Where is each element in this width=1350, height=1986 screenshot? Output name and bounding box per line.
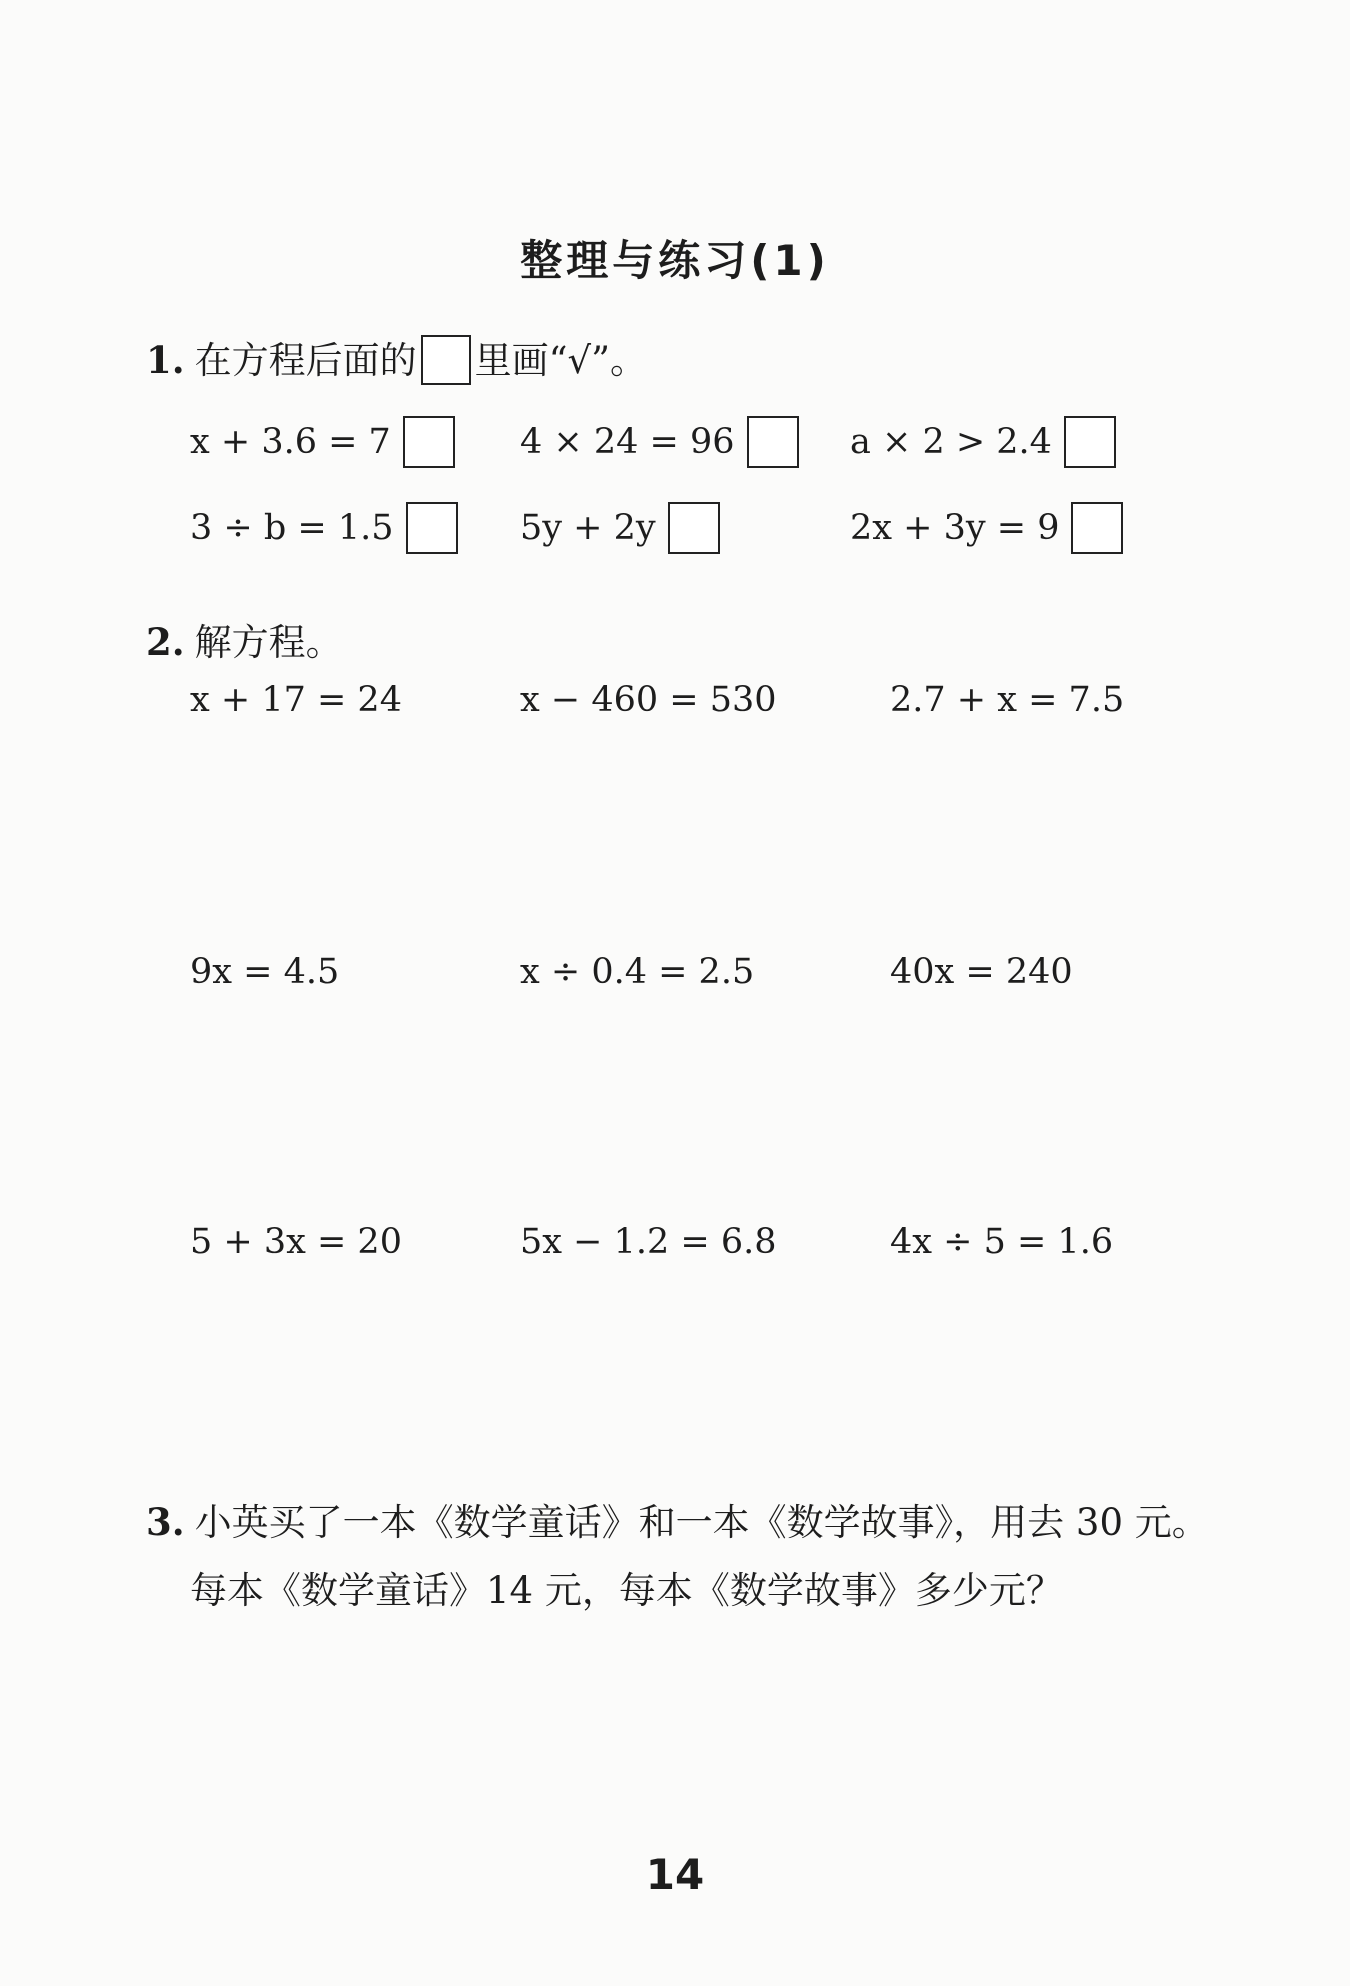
q1-item-2-equation: 4 × 24 = 96 — [520, 422, 735, 462]
question-2-number: 2. — [146, 620, 185, 664]
question-1-text-before: 在方程后面的 — [194, 339, 417, 382]
question-1-number: 1. — [146, 338, 185, 382]
page-title: 整理与练习(1) — [520, 236, 830, 285]
q1-item-4 — [190, 498, 458, 558]
q1-item-2 — [520, 412, 799, 472]
q1-item-3-equation: a × 2 > 2.4 — [850, 422, 1052, 462]
q2-equation-7: 5 + 3x = 20 — [190, 1222, 402, 1262]
q1-item-6 — [850, 498, 1123, 558]
q1-item-1 — [190, 412, 455, 472]
page-number: 14 — [645, 1850, 705, 1899]
q1-item-3-checkbox[interactable] — [1064, 416, 1116, 468]
question-1-text-after: 里画“√”。 — [474, 339, 648, 382]
q2-equation-3: 2.7 + x = 7.5 — [890, 680, 1125, 720]
q2-equation-8: 5x − 1.2 = 6.8 — [520, 1222, 777, 1262]
question-3-line-2: 每本《数学童话》14 元，每本《数学故事》多少元？ — [190, 1569, 1063, 1612]
q1-item-1-equation: x + 3.6 = 7 — [190, 422, 391, 462]
question-3-number: 3. — [146, 1500, 185, 1544]
q2-equation-2: x − 460 = 530 — [520, 680, 777, 720]
q1-item-1-checkbox[interactable] — [403, 416, 455, 468]
q1-item-5 — [520, 498, 720, 558]
q1-item-5-equation: 5y + 2y — [520, 508, 656, 548]
question-1-prompt — [146, 330, 647, 389]
example-checkbox — [421, 335, 471, 385]
question-1-row-2 — [0, 498, 1350, 558]
q2-equation-9: 4x ÷ 5 = 1.6 — [890, 1222, 1114, 1262]
q2-equation-4: 9x = 4.5 — [190, 952, 340, 992]
q2-equation-1: x + 17 = 24 — [190, 680, 402, 720]
q1-item-3 — [850, 412, 1116, 472]
question-1-row-1 — [0, 412, 1350, 472]
q1-item-4-equation: 3 ÷ b = 1.5 — [190, 508, 394, 548]
question-3-line-1: 小英买了一本《数学童话》和一本《数学故事》，用去 30 元。 — [194, 1501, 1209, 1544]
question-3-prompt — [146, 1492, 1209, 1546]
q2-equation-6: 40x = 240 — [890, 952, 1073, 992]
q1-item-2-checkbox[interactable] — [747, 416, 799, 468]
q1-item-5-checkbox[interactable] — [668, 502, 720, 554]
question-2-text: 解方程。 — [194, 621, 343, 664]
q1-item-4-checkbox[interactable] — [406, 502, 458, 554]
q1-item-6-checkbox[interactable] — [1071, 502, 1123, 554]
q2-equation-5: x ÷ 0.4 = 2.5 — [520, 952, 755, 992]
question-2-prompt — [146, 612, 343, 666]
q1-item-6-equation: 2x + 3y = 9 — [850, 508, 1060, 548]
